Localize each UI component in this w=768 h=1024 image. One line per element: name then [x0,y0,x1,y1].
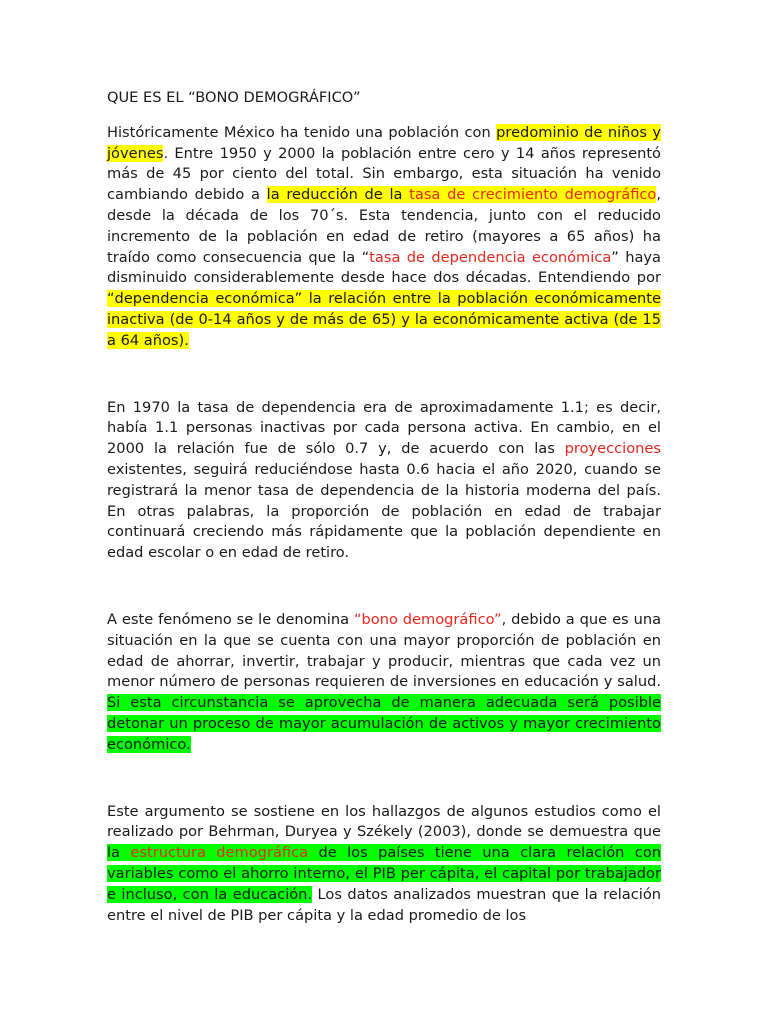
text-segment: de los países tiene una clara relación con variables como el ahorro interno, el PIB per cápita, el capital por trabajador e incluso, con la educación. [107,844,661,903]
text-segment: estructura demográfica [130,844,309,862]
text-segment: , debido a que es una situación en la que se cuenta con una mayor proporción de población en edad de ahorrar, invertir, trabajar y producir, mientras que cada vez un menor número de personas requieren de inversiones en educación y salud. [107,610,662,691]
text-segment: predominio de niños y jóvenes [107,123,662,162]
text-segment: Los datos analizados muestran que la relación entre el nivel de PIB per cápita y la edad promedio de los [107,885,661,924]
text-segment: Si esta circunstancia se aprovecha de manera adecuada será posible detonar un proceso de mayor acumulación de activos y mayor crecimiento económico. [107,694,661,753]
paragraph-3 [107,610,661,756]
text-segment: tasa de dependencia económica [369,248,612,266]
text-segment: Históricamente México ha tenido una población con [107,123,497,141]
text-segment: ” haya disminuido considerablemente desde hace dos décadas. Entendiendo por [107,248,661,287]
document-title: QUE ES EL “BONO DEMOGRÁFICO” [107,89,361,106]
paragraph-1 [107,123,661,352]
text-segment: Este argumento se sostiene en los hallazgos de algunos estudios como el realizado por Behrman, Duryea y Székely (2003), donde se demuestra que [107,802,661,841]
text-segment: existentes, seguirá reduciéndose hasta 0.6 hacia el año 2020, cuando se registrará la menor tasa de dependencia de la historia moderna del país. En otras palabras, la proporción de población en edad de trabajar continuará creciendo más rápidamente que la población dependiente en edad escolar o en edad de retiro. [107,460,661,562]
text-segment: “dependencia económica” la relación entre la población económicamente inactiva (de 0-14 años y de más de 65) y la económicamente activa (de 15 a 64 años). [107,290,661,349]
text-segment: tasa de crecimiento demográfico [409,186,657,204]
text-segment: “bono demográfico” [353,610,502,628]
paragraph-2 [107,398,661,564]
text-segment: la [107,844,131,862]
text-segment: , desde la década de los 70´s. Esta tendencia, junto con el reducido incremento de la población en edad de retiro (mayores a 65 años) ha traído como consecuencia que la “ [107,186,661,266]
paragraph-4 [107,802,661,927]
text-segment: En 1970 la tasa de dependencia era de aproximadamente 1.1; es decir, había 1.1 personas inactivas por cada persona activa. En cambio, en el 2000 la relación fue de sólo 0.7 y, de acuerdo con las [107,398,661,458]
text-segment: proyecciones [564,440,661,458]
text-segment: . Entre 1950 y 2000 la población entre cero y 14 años representó más de 45 por ciento del total. Sin embargo, esta situación ha venido cambiando debido a [107,144,661,204]
text-segment: la reducción de la [266,186,410,204]
document-page [107,88,661,926]
text-segment: A este fenómeno se le denomina [107,610,354,628]
